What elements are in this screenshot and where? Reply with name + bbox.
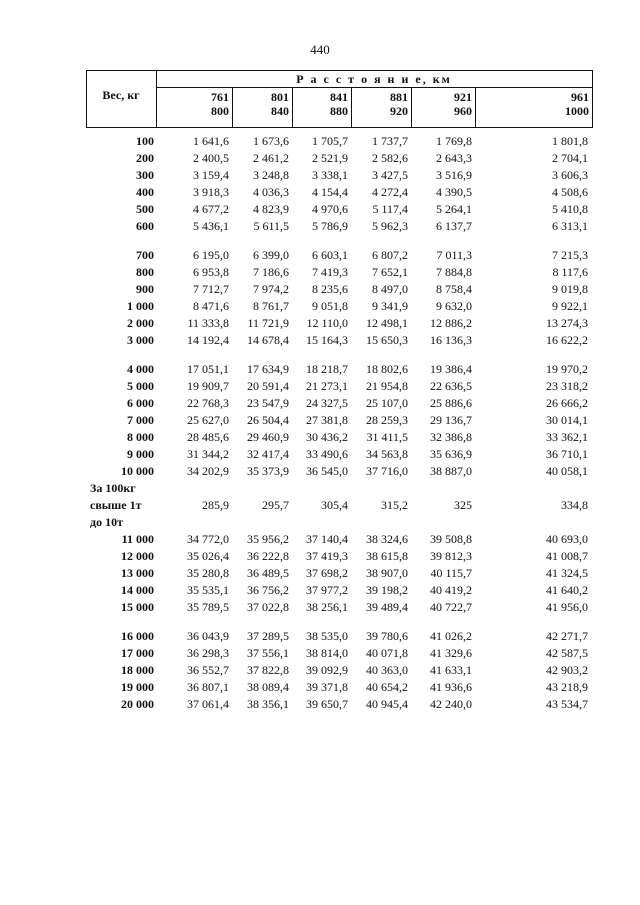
price-cell: 34 202,9 <box>187 464 229 478</box>
price-cell: 43 534,7 <box>546 697 588 711</box>
price-cell: 11 721,9 <box>247 316 289 330</box>
price-cell: 1 801,8 <box>552 134 588 148</box>
price-cell: 6 953,8 <box>193 265 229 279</box>
price-cell: 42 903,2 <box>546 663 588 677</box>
table-row <box>86 361 592 378</box>
price-cell: 7 712,7 <box>193 282 229 296</box>
price-cell: 38 356,1 <box>247 697 289 711</box>
price-cell: 39 371,8 <box>306 680 348 694</box>
price-cell: 2 643,3 <box>436 151 472 165</box>
page-number: 440 <box>310 42 330 57</box>
price-cell: 3 918,3 <box>193 185 229 199</box>
price-cell: 24 327,5 <box>306 396 348 410</box>
weight-cell: 5 000 <box>127 379 154 393</box>
price-cell: 36 756,2 <box>247 583 289 597</box>
price-cell: 16 136,3 <box>430 333 472 347</box>
table-row <box>86 645 592 662</box>
price-cell: 37 289,5 <box>247 629 289 643</box>
price-cell: 26 504,4 <box>247 413 289 427</box>
distance-range-from: 841 <box>330 90 348 104</box>
price-cell: 2 582,6 <box>372 151 408 165</box>
price-cell: 23 318,2 <box>546 379 588 393</box>
price-cell: 35 789,5 <box>187 600 229 614</box>
price-cell: 15 164,3 <box>306 333 348 347</box>
price-cell: 17 051,1 <box>187 362 229 376</box>
price-cell: 4 970,6 <box>312 202 348 216</box>
weight-cell: 12 000 <box>121 549 154 563</box>
price-cell: 3 248,8 <box>253 168 289 182</box>
price-cell: 36 298,3 <box>187 646 229 660</box>
price-cell: 9 341,9 <box>372 299 408 313</box>
price-cell: 33 362,1 <box>546 430 588 444</box>
price-cell: 32 417,4 <box>247 447 289 461</box>
price-cell: 5 962,3 <box>372 219 408 233</box>
price-cell: 7 186,6 <box>253 265 289 279</box>
price-cell: 3 338,1 <box>312 168 348 182</box>
price-cell: 40 654,2 <box>366 680 408 694</box>
price-cell: 37 716,0 <box>366 464 408 478</box>
price-cell: 36 710,1 <box>546 447 588 461</box>
price-cell: 36 807,1 <box>187 680 229 694</box>
price-cell: 38 256,1 <box>306 600 348 614</box>
table-row <box>86 395 592 412</box>
price-cell: 33 490,6 <box>306 447 348 461</box>
price-cell: 12 498,1 <box>366 316 408 330</box>
header-top-border <box>86 70 592 71</box>
table-row <box>86 548 592 565</box>
price-cell: 8 761,7 <box>253 299 289 313</box>
price-cell: 6 399,0 <box>253 248 289 262</box>
price-cell: 29 136,7 <box>430 413 472 427</box>
price-cell: 41 956,0 <box>546 600 588 614</box>
price-cell: 1 705,7 <box>312 134 348 148</box>
price-cell: 35 026,4 <box>187 549 229 563</box>
price-cell: 39 092,9 <box>306 663 348 677</box>
distance-range-header <box>156 88 233 128</box>
weight-cell: 4 000 <box>127 362 154 376</box>
price-cell: 40 722,7 <box>430 600 472 614</box>
price-cell: 36 489,5 <box>247 566 289 580</box>
weight-cell: 11 000 <box>121 532 154 546</box>
price-cell: 9 632,0 <box>436 299 472 313</box>
table-row <box>86 247 592 264</box>
price-cell: 6 807,2 <box>372 248 408 262</box>
weight-cell: до 10т <box>90 515 123 529</box>
table-row <box>86 696 592 713</box>
price-cell: 40 363,0 <box>366 663 408 677</box>
price-cell: 41 640,2 <box>546 583 588 597</box>
distance-range-header <box>294 88 352 128</box>
distance-range-header <box>354 88 412 128</box>
price-cell: 4 036,3 <box>253 185 289 199</box>
price-cell: 40 071,8 <box>366 646 408 660</box>
price-cell: 31 344,2 <box>187 447 229 461</box>
price-cell: 40 115,7 <box>430 566 472 580</box>
row-spacer <box>86 616 592 628</box>
price-cell: 20 591,4 <box>247 379 289 393</box>
price-cell: 40 945,4 <box>366 697 408 711</box>
weight-cell: 1 000 <box>127 299 154 313</box>
table-row <box>86 582 592 599</box>
price-cell: 29 460,9 <box>247 430 289 444</box>
weight-cell: 20 000 <box>121 697 154 711</box>
weight-cell: 600 <box>136 219 154 233</box>
price-cell: 38 535,0 <box>306 629 348 643</box>
price-cell: 19 970,2 <box>546 362 588 376</box>
distance-range-to: 880 <box>330 104 348 118</box>
distance-range-header <box>478 88 592 128</box>
price-cell: 35 956,2 <box>247 532 289 546</box>
price-cell: 325 <box>454 498 472 512</box>
price-cell: 39 198,2 <box>366 583 408 597</box>
price-cell: 7 419,3 <box>312 265 348 279</box>
price-cell: 36 043,9 <box>187 629 229 643</box>
price-cell: 9 019,8 <box>552 282 588 296</box>
price-cell: 36 545,0 <box>306 464 348 478</box>
price-cell: 38 089,4 <box>247 680 289 694</box>
price-cell: 42 240,0 <box>430 697 472 711</box>
table-row <box>86 497 592 514</box>
price-cell: 37 061,4 <box>187 697 229 711</box>
distance-range-from: 961 <box>571 90 589 104</box>
price-cell: 8 117,6 <box>552 265 588 279</box>
weight-cell: 15 000 <box>121 600 154 614</box>
distance-range-to: 1000 <box>565 104 589 118</box>
table-row <box>86 412 592 429</box>
distance-range-from: 921 <box>454 90 472 104</box>
price-cell: 305,4 <box>321 498 348 512</box>
price-cell: 2 704,1 <box>552 151 588 165</box>
price-cell: 5 117,4 <box>372 202 408 216</box>
table-header <box>86 70 592 128</box>
weight-cell: 17 000 <box>121 646 154 660</box>
price-cell: 37 977,2 <box>306 583 348 597</box>
header-divider <box>592 70 593 128</box>
price-cell: 41 026,2 <box>430 629 472 643</box>
price-cell: 6 195,0 <box>193 248 229 262</box>
table-row <box>86 514 592 531</box>
table-row <box>86 662 592 679</box>
price-cell: 11 333,8 <box>187 316 229 330</box>
price-cell: 37 822,8 <box>247 663 289 677</box>
distance-range-to: 840 <box>271 104 289 118</box>
price-cell: 4 272,4 <box>372 185 408 199</box>
price-cell: 15 650,3 <box>366 333 408 347</box>
price-cell: 6 603,1 <box>312 248 348 262</box>
weight-cell: 200 <box>136 151 154 165</box>
price-cell: 2 521,9 <box>312 151 348 165</box>
weight-cell: 900 <box>136 282 154 296</box>
price-cell: 30 014,1 <box>546 413 588 427</box>
price-cell: 21 273,1 <box>306 379 348 393</box>
weight-cell: 3 000 <box>127 333 154 347</box>
weight-cell: 800 <box>136 265 154 279</box>
price-cell: 40 058,1 <box>546 464 588 478</box>
price-cell: 39 650,7 <box>306 697 348 711</box>
price-cell: 32 386,8 <box>430 430 472 444</box>
price-cell: 19 909,7 <box>187 379 229 393</box>
price-cell: 34 772,0 <box>187 532 229 546</box>
table-row <box>86 446 592 463</box>
price-cell: 7 974,2 <box>253 282 289 296</box>
price-cell: 7 884,8 <box>436 265 472 279</box>
distance-range-from: 881 <box>390 90 408 104</box>
price-cell: 41 329,6 <box>430 646 472 660</box>
distance-range-header <box>234 88 293 128</box>
price-cell: 1 737,7 <box>372 134 408 148</box>
price-cell: 36 552,7 <box>187 663 229 677</box>
price-cell: 23 547,9 <box>247 396 289 410</box>
price-cell: 8 497,0 <box>372 282 408 296</box>
price-cell: 9 051,8 <box>312 299 348 313</box>
table-row <box>86 378 592 395</box>
price-cell: 37 556,1 <box>247 646 289 660</box>
price-cell: 1 673,6 <box>253 134 289 148</box>
distance-range-header <box>414 88 476 128</box>
weight-cell: 700 <box>136 248 154 262</box>
distance-range-from: 801 <box>271 90 289 104</box>
price-cell: 35 373,9 <box>247 464 289 478</box>
price-cell: 18 218,7 <box>306 362 348 376</box>
price-cell: 7 215,3 <box>552 248 588 262</box>
price-cell: 30 436,2 <box>306 430 348 444</box>
price-cell: 38 814,0 <box>306 646 348 660</box>
price-cell: 5 410,8 <box>552 202 588 216</box>
price-cell: 8 235,6 <box>312 282 348 296</box>
table-row <box>86 218 592 235</box>
price-cell: 5 786,9 <box>312 219 348 233</box>
price-cell: 42 271,7 <box>546 629 588 643</box>
price-cell: 39 812,3 <box>430 549 472 563</box>
weight-cell: 300 <box>136 168 154 182</box>
table-row <box>86 315 592 332</box>
weight-cell: 14 000 <box>121 583 154 597</box>
table-row <box>86 531 592 548</box>
price-cell: 43 218,9 <box>546 680 588 694</box>
table-row <box>86 184 592 201</box>
distance-header: Р а с с т о я н и е, км <box>296 72 452 86</box>
price-cell: 26 666,2 <box>546 396 588 410</box>
price-cell: 9 922,1 <box>552 299 588 313</box>
distance-range-to: 920 <box>390 104 408 118</box>
price-cell: 16 622,2 <box>546 333 588 347</box>
weight-cell: 100 <box>136 134 154 148</box>
price-cell: 334,8 <box>561 498 588 512</box>
weight-cell: 18 000 <box>121 663 154 677</box>
weight-cell: 8 000 <box>127 430 154 444</box>
price-cell: 6 137,7 <box>436 219 472 233</box>
price-cell: 4 508,6 <box>552 185 588 199</box>
table-row <box>86 264 592 281</box>
price-cell: 3 427,5 <box>372 168 408 182</box>
weight-cell: 6 000 <box>127 396 154 410</box>
price-cell: 4 390,5 <box>436 185 472 199</box>
price-cell: 13 274,3 <box>546 316 588 330</box>
price-cell: 38 907,0 <box>366 566 408 580</box>
weight-cell: За 100кг <box>90 481 136 495</box>
price-cell: 12 886,2 <box>430 316 472 330</box>
weight-cell: 10 000 <box>121 464 154 478</box>
table-row <box>86 150 592 167</box>
weight-cell: 2 000 <box>127 316 154 330</box>
price-cell: 4 823,9 <box>253 202 289 216</box>
weight-column-header: Вес, кг <box>102 88 140 102</box>
price-cell: 28 259,3 <box>366 413 408 427</box>
price-cell: 35 636,9 <box>430 447 472 461</box>
price-cell: 1 769,8 <box>436 134 472 148</box>
price-cell: 2 400,5 <box>193 151 229 165</box>
price-cell: 18 802,6 <box>366 362 408 376</box>
price-cell: 12 110,0 <box>306 316 348 330</box>
price-cell: 1 641,6 <box>193 134 229 148</box>
table-row <box>86 628 592 645</box>
price-cell: 8 758,4 <box>436 282 472 296</box>
row-spacer <box>86 349 592 361</box>
weight-cell: 16 000 <box>121 629 154 643</box>
price-cell: 8 471,6 <box>193 299 229 313</box>
price-cell: 315,2 <box>381 498 408 512</box>
price-cell: 31 411,5 <box>366 430 408 444</box>
price-cell: 35 535,1 <box>187 583 229 597</box>
price-cell: 38 615,8 <box>366 549 408 563</box>
table-row <box>86 201 592 218</box>
table-row <box>86 679 592 696</box>
distance-range-to: 800 <box>211 104 229 118</box>
weight-cell: 13 000 <box>121 566 154 580</box>
price-cell: 34 563,8 <box>366 447 408 461</box>
price-cell: 21 954,8 <box>366 379 408 393</box>
price-cell: 25 627,0 <box>187 413 229 427</box>
price-cell: 2 461,2 <box>253 151 289 165</box>
weight-cell: 7 000 <box>127 413 154 427</box>
table-row <box>86 565 592 582</box>
table-row <box>86 463 592 480</box>
distance-range-to: 960 <box>454 104 472 118</box>
weight-cell: 19 000 <box>121 680 154 694</box>
price-cell: 25 886,6 <box>430 396 472 410</box>
table-row <box>86 281 592 298</box>
price-cell: 39 780,6 <box>366 629 408 643</box>
price-cell: 5 264,1 <box>436 202 472 216</box>
price-cell: 25 107,0 <box>366 396 408 410</box>
price-cell: 3 516,9 <box>436 168 472 182</box>
price-cell: 4 154,4 <box>312 185 348 199</box>
distance-range-from: 761 <box>211 90 229 104</box>
price-cell: 40 693,0 <box>546 532 588 546</box>
price-cell: 41 936,6 <box>430 680 472 694</box>
table-row <box>86 167 592 184</box>
price-cell: 28 485,6 <box>187 430 229 444</box>
table-row <box>86 298 592 315</box>
price-cell: 3 606,3 <box>552 168 588 182</box>
price-cell: 22 768,3 <box>187 396 229 410</box>
price-cell: 35 280,8 <box>187 566 229 580</box>
price-cell: 39 508,8 <box>430 532 472 546</box>
table-row <box>86 332 592 349</box>
price-cell: 39 489,4 <box>366 600 408 614</box>
price-cell: 41 324,5 <box>546 566 588 580</box>
price-cell: 4 677,2 <box>193 202 229 216</box>
price-cell: 7 652,1 <box>372 265 408 279</box>
price-cell: 19 386,4 <box>430 362 472 376</box>
price-cell: 5 436,1 <box>193 219 229 233</box>
price-cell: 37 419,3 <box>306 549 348 563</box>
price-cell: 37 140,4 <box>306 532 348 546</box>
price-cell: 17 634,9 <box>247 362 289 376</box>
weight-cell: 9 000 <box>127 447 154 461</box>
price-cell: 41 633,1 <box>430 663 472 677</box>
table-row <box>86 599 592 616</box>
price-cell: 14 192,4 <box>187 333 229 347</box>
price-cell: 42 587,5 <box>546 646 588 660</box>
price-cell: 22 636,5 <box>430 379 472 393</box>
price-cell: 14 678,4 <box>247 333 289 347</box>
weight-cell: 400 <box>136 185 154 199</box>
table-row <box>86 480 592 497</box>
weight-cell: 500 <box>136 202 154 216</box>
price-cell: 27 381,8 <box>306 413 348 427</box>
price-cell: 7 011,3 <box>436 248 472 262</box>
price-cell: 5 611,5 <box>253 219 289 233</box>
price-cell: 40 419,2 <box>430 583 472 597</box>
price-cell: 38 887,0 <box>430 464 472 478</box>
price-cell: 36 222,8 <box>247 549 289 563</box>
tariff-table <box>86 133 592 713</box>
price-cell: 6 313,1 <box>552 219 588 233</box>
table-row <box>86 429 592 446</box>
price-cell: 38 324,6 <box>366 532 408 546</box>
price-cell: 295,7 <box>262 498 289 512</box>
price-cell: 37 022,8 <box>247 600 289 614</box>
row-spacer <box>86 235 592 247</box>
price-cell: 285,9 <box>202 498 229 512</box>
price-cell: 3 159,4 <box>193 168 229 182</box>
table-row <box>86 133 592 150</box>
price-cell: 37 698,2 <box>306 566 348 580</box>
weight-cell: свыше 1т <box>90 498 142 512</box>
price-cell: 41 008,7 <box>546 549 588 563</box>
